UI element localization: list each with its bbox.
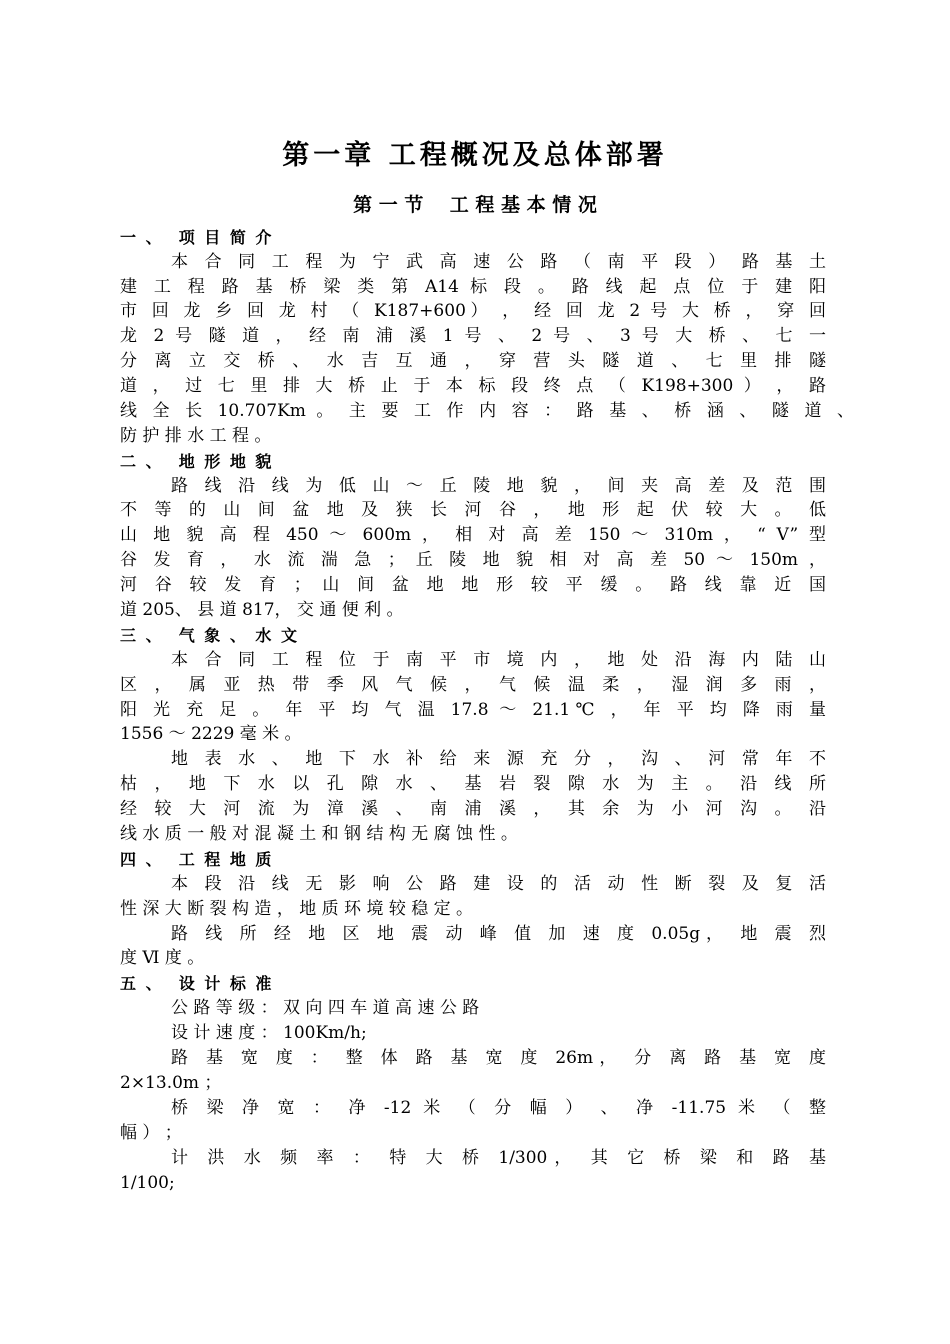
text-line: 设 计 速 度 ： 100Km/h; — [171, 1023, 367, 1043]
text-line: 经 较 大 河 流 为 漳 溪 、 南 浦 溪 ， 其 余 为 小 河 沟 。 沿 — [120, 799, 826, 819]
text-line: 2×13.0m ； — [120, 1073, 222, 1093]
text-line: 阳 光 充 足 。 年 平 均 气 温 17.8 ～ 21.1℃ ， 年 平 均 降 雨 量 — [120, 700, 826, 720]
text-line: 河 谷 较 发 育 ； 山 间 盆 地 地 形 较 平 缓 。 路 线 靠 近 国 — [120, 575, 826, 595]
text-line: 路 基 宽 度 ： 整 体 路 基 宽 度 26m， 分 离 路 基 宽 度 — [171, 1048, 826, 1068]
text-line: 公 路 等 级 ： 双 向 四 车 道 高 速 公 路 — [171, 998, 480, 1018]
text-line: 市 回 龙 乡 回 龙 村 （ K187+600） ， 经 回 龙 2 号 大 桥 ， 穿 回 — [120, 301, 826, 321]
text-line: 防 护 排 水 工 程 。 — [120, 426, 272, 446]
text-line: 计 洪 水 频 率 ： 特 大 桥 1/300， 其 它 桥 梁 和 路 基 — [171, 1148, 826, 1168]
text-line: 本 合 同 工 程 为 宁 武 高 速 公 路 （ 南 平 段 ） 路 基 土 — [171, 252, 826, 272]
text-line: 地 表 水 、 地 下 水 补 给 来 源 充 分 ， 沟 、 河 常 年 不 — [171, 749, 826, 769]
text-line: 道 ， 过 七 里 排 大 桥 止 于 本 标 段 终 点 （ K198+300 ） ， 路 — [120, 376, 826, 396]
heading-design-standards: 五 、 设 计 标 准 — [120, 974, 274, 993]
heading-geology: 四 、 工 程 地 质 — [120, 850, 274, 869]
text-line: 线 水 质 一 般 对 混 凝 土 和 钢 结 构 无 腐 蚀 性 。 — [120, 824, 518, 844]
text-line: 度 Ⅵ 度 。 — [120, 948, 205, 968]
text-line: 路 线 所 经 地 区 地 震 动 峰 值 加 速 度 0.05g， 地 震 烈 — [171, 924, 826, 944]
text-line: 1556 ～ 2229 毫 米 。 — [120, 724, 302, 744]
text-line: 1/100; — [120, 1173, 175, 1193]
text-line: 幅 ） ； — [120, 1123, 182, 1143]
text-line: 谷 发 育 ， 水 流 湍 急 ； 丘 陵 地 貌 相 对 高 差 50 ～ 150m ， — [120, 550, 826, 570]
section-title: 第 一 节 工 程 基 本 情 况 — [353, 194, 597, 216]
text-line: 桥 梁 净 宽 ： 净 -12 米 （ 分 幅 ） 、 净 -11.75 米 （ 整 — [171, 1098, 826, 1118]
text-line: 分 离 立 交 桥 、 水 吉 互 通 ， 穿 营 头 隧 道 、 七 里 排 隧 — [120, 351, 826, 371]
text-line: 道 205、 县 道 817， 交 通 便 利 。 — [120, 600, 404, 620]
heading-terrain: 二 、 地 形 地 貌 — [120, 452, 274, 471]
text-line: 路 线 沿 线 为 低 山 ～ 丘 陵 地 貌 ， 间 夹 高 差 及 范 围 — [171, 476, 826, 496]
text-line: 本 合 同 工 程 位 于 南 平 市 境 内 ， 地 处 沿 海 内 陆 山 — [171, 650, 826, 670]
text-line: 枯 ， 地 下 水 以 孔 隙 水 、 基 岩 裂 隙 水 为 主 。 沿 线 所 — [120, 774, 826, 794]
text-line: 本 段 沿 线 无 影 响 公 路 建 设 的 活 动 性 断 裂 及 复 活 — [171, 874, 826, 894]
text-line: 不 等 的 山 间 盆 地 及 狭 长 河 谷 ， 地 形 起 伏 较 大 。 低 — [120, 500, 826, 520]
text-line: 性 深 大 断 裂 构 造 ， 地 质 环 境 较 稳 定 。 — [120, 899, 474, 919]
text-line: 线 全 长 10.707Km 。 主 要 工 作 内 容 ： 路 基 、 桥 涵 、 隧 道 、 — [120, 401, 854, 421]
chapter-title: 第一章 工程概况及总体部署 — [282, 140, 668, 171]
text-line: 建 工 程 路 基 桥 梁 类 第 A14 标 段 。 路 线 起 点 位 于 建 阳 — [120, 277, 826, 297]
text-line: 区 ， 属 亚 热 带 季 风 气 候 ， 气 候 温 柔 ， 湿 润 多 雨 ， — [120, 675, 826, 695]
text-line: 龙 2 号 隧 道 ， 经 南 浦 溪 1 号 、 2 号 、 3 号 大 桥 、 七 一 — [120, 326, 826, 346]
heading-project-intro: 一 、 项 目 简 介 — [120, 228, 274, 247]
text-line: 山 地 貌 高 程 450 ～ 600m ， 相 对 高 差 150 ～ 310m ， “ V” 型 — [120, 525, 826, 545]
heading-climate-hydrology: 三 、 气 象 、 水 文 — [120, 626, 299, 645]
